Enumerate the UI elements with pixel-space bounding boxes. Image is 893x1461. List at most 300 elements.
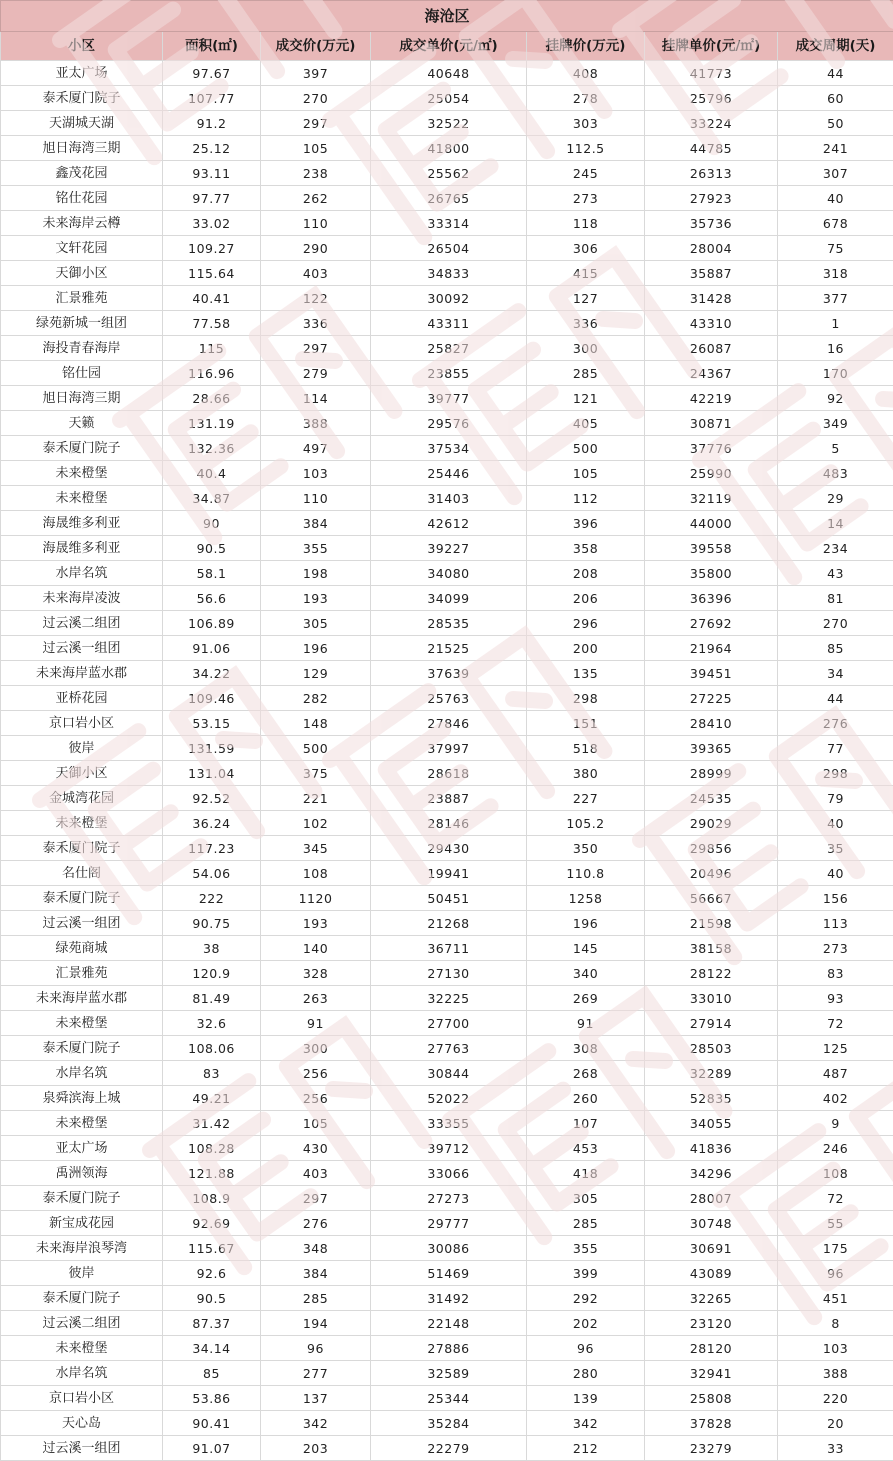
table-row [1, 361, 893, 386]
cell-deal-cycle: 16 [778, 336, 893, 361]
cell-list-unit-price: 30871 [645, 411, 778, 436]
cell-list-price: 418 [527, 1161, 645, 1186]
cell-list-price: 121 [527, 386, 645, 411]
cell-deal-price: 122 [261, 286, 371, 311]
cell-deal-price: 194 [261, 1311, 371, 1336]
cell-deal-price: 276 [261, 1211, 371, 1236]
cell-deal-cycle: 34 [778, 661, 893, 686]
cell-community: 文轩花园 [1, 236, 163, 261]
cell-deal-cycle: 1 [778, 311, 893, 336]
cell-deal-unit-price: 25562 [371, 161, 527, 186]
table-row [1, 211, 893, 236]
cell-deal-unit-price: 35284 [371, 1411, 527, 1436]
cell-deal-cycle: 125 [778, 1036, 893, 1061]
table-row [1, 836, 893, 861]
cell-list-price: 408 [527, 61, 645, 86]
table-row [1, 1411, 893, 1436]
cell-area: 36.24 [163, 811, 261, 836]
cell-area: 92.69 [163, 1211, 261, 1236]
cell-list-unit-price: 37776 [645, 436, 778, 461]
cell-list-unit-price: 39451 [645, 661, 778, 686]
cell-deal-unit-price: 32225 [371, 986, 527, 1011]
cell-list-price: 273 [527, 186, 645, 211]
cell-area: 25.12 [163, 136, 261, 161]
cell-area: 131.19 [163, 411, 261, 436]
cell-list-price: 355 [527, 1236, 645, 1261]
cell-list-unit-price: 28122 [645, 961, 778, 986]
cell-list-unit-price: 28004 [645, 236, 778, 261]
cell-deal-unit-price: 29576 [371, 411, 527, 436]
cell-deal-price: 256 [261, 1061, 371, 1086]
cell-deal-unit-price: 32522 [371, 111, 527, 136]
cell-deal-price: 91 [261, 1011, 371, 1036]
cell-deal-price: 297 [261, 111, 371, 136]
cell-area: 85 [163, 1361, 261, 1386]
cell-deal-unit-price: 25827 [371, 336, 527, 361]
cell-community: 新宝成花园 [1, 1211, 163, 1236]
cell-area: 115.67 [163, 1236, 261, 1261]
cell-community: 汇景雅苑 [1, 961, 163, 986]
table-row [1, 486, 893, 511]
cell-deal-price: 196 [261, 636, 371, 661]
table-row [1, 61, 893, 86]
cell-deal-unit-price: 51469 [371, 1261, 527, 1286]
cell-deal-price: 336 [261, 311, 371, 336]
cell-deal-unit-price: 23855 [371, 361, 527, 386]
table-row [1, 861, 893, 886]
cell-deal-unit-price: 39712 [371, 1136, 527, 1161]
cell-deal-cycle: 29 [778, 486, 893, 511]
cell-deal-unit-price: 26765 [371, 186, 527, 211]
table-row [1, 136, 893, 161]
cell-list-price: 245 [527, 161, 645, 186]
table-row [1, 86, 893, 111]
cell-community: 绿苑商城 [1, 936, 163, 961]
table-row [1, 786, 893, 811]
cell-community: 名仕阁 [1, 861, 163, 886]
cell-deal-cycle: 75 [778, 236, 893, 261]
cell-deal-cycle: 349 [778, 411, 893, 436]
cell-community: 水岸名筑 [1, 1361, 163, 1386]
cell-deal-unit-price: 27763 [371, 1036, 527, 1061]
cell-community: 过云溪二组团 [1, 1311, 163, 1336]
cell-deal-price: 221 [261, 786, 371, 811]
cell-list-price: 202 [527, 1311, 645, 1336]
cell-list-unit-price: 20496 [645, 861, 778, 886]
cell-community: 天御小区 [1, 261, 163, 286]
cell-area: 91.06 [163, 636, 261, 661]
cell-deal-unit-price: 31403 [371, 486, 527, 511]
cell-deal-price: 297 [261, 336, 371, 361]
cell-community: 未来海岸蓝水郡 [1, 661, 163, 686]
cell-deal-cycle: 9 [778, 1111, 893, 1136]
cell-deal-price: 148 [261, 711, 371, 736]
cell-deal-cycle: 307 [778, 161, 893, 186]
cell-deal-price: 300 [261, 1036, 371, 1061]
cell-area: 108.9 [163, 1186, 261, 1211]
cell-community: 旭日海湾三期 [1, 136, 163, 161]
cell-area: 117.23 [163, 836, 261, 861]
cell-deal-price: 238 [261, 161, 371, 186]
cell-deal-unit-price: 41800 [371, 136, 527, 161]
cell-list-unit-price: 33010 [645, 986, 778, 1011]
table-row [1, 761, 893, 786]
cell-area: 109.27 [163, 236, 261, 261]
cell-community: 天湖城天湖 [1, 111, 163, 136]
cell-deal-unit-price: 22279 [371, 1436, 527, 1461]
cell-list-price: 145 [527, 936, 645, 961]
cell-deal-cycle: 246 [778, 1136, 893, 1161]
table-row [1, 111, 893, 136]
cell-area: 116.96 [163, 361, 261, 386]
cell-list-price: 296 [527, 611, 645, 636]
cell-area: 97.77 [163, 186, 261, 211]
table-row [1, 886, 893, 911]
cell-deal-cycle: 273 [778, 936, 893, 961]
cell-area: 56.6 [163, 586, 261, 611]
cell-community: 泰禾厦门院子 [1, 1286, 163, 1311]
cell-list-price: 1258 [527, 886, 645, 911]
cell-deal-cycle: 81 [778, 586, 893, 611]
cell-community: 泰禾厦门院子 [1, 1036, 163, 1061]
cell-deal-cycle: 175 [778, 1236, 893, 1261]
cell-area: 121.88 [163, 1161, 261, 1186]
cell-list-unit-price: 28120 [645, 1336, 778, 1361]
cell-deal-cycle: 234 [778, 536, 893, 561]
cell-deal-unit-price: 25344 [371, 1386, 527, 1411]
cell-community: 未来橙堡 [1, 811, 163, 836]
cell-deal-price: 110 [261, 211, 371, 236]
cell-area: 115 [163, 336, 261, 361]
cell-list-price: 280 [527, 1361, 645, 1386]
table-row [1, 536, 893, 561]
cell-community: 金城湾花园 [1, 786, 163, 811]
cell-area: 31.42 [163, 1111, 261, 1136]
cell-deal-price: 137 [261, 1386, 371, 1411]
cell-list-unit-price: 21964 [645, 636, 778, 661]
cell-area: 34.87 [163, 486, 261, 511]
table-row [1, 1386, 893, 1411]
table-row [1, 261, 893, 286]
cell-area: 81.49 [163, 986, 261, 1011]
cell-deal-price: 285 [261, 1286, 371, 1311]
cell-deal-unit-price: 28535 [371, 611, 527, 636]
cell-deal-price: 105 [261, 136, 371, 161]
cell-community: 水岸名筑 [1, 1061, 163, 1086]
cell-list-unit-price: 43089 [645, 1261, 778, 1286]
cell-deal-price: 497 [261, 436, 371, 461]
cell-area: 90.41 [163, 1411, 261, 1436]
cell-list-price: 91 [527, 1011, 645, 1036]
cell-deal-price: 305 [261, 611, 371, 636]
cell-area: 93.11 [163, 161, 261, 186]
cell-deal-unit-price: 27700 [371, 1011, 527, 1036]
cell-list-price: 112.5 [527, 136, 645, 161]
cell-area: 132.36 [163, 436, 261, 461]
cell-community: 过云溪二组团 [1, 611, 163, 636]
cell-list-price: 399 [527, 1261, 645, 1286]
cell-deal-unit-price: 28146 [371, 811, 527, 836]
cell-list-price: 350 [527, 836, 645, 861]
cell-deal-cycle: 388 [778, 1361, 893, 1386]
cell-deal-price: 403 [261, 261, 371, 286]
cell-list-unit-price: 32941 [645, 1361, 778, 1386]
table-row [1, 586, 893, 611]
cell-list-unit-price: 25796 [645, 86, 778, 111]
cell-list-unit-price: 38158 [645, 936, 778, 961]
cell-deal-price: 114 [261, 386, 371, 411]
cell-deal-price: 290 [261, 236, 371, 261]
cell-community: 天御小区 [1, 761, 163, 786]
cell-area: 108.28 [163, 1136, 261, 1161]
cell-deal-price: 375 [261, 761, 371, 786]
cell-area: 49.21 [163, 1086, 261, 1111]
table-row [1, 611, 893, 636]
cell-area: 28.66 [163, 386, 261, 411]
cell-deal-cycle: 35 [778, 836, 893, 861]
cell-community: 鑫茂花园 [1, 161, 163, 186]
cell-deal-unit-price: 19941 [371, 861, 527, 886]
cell-community: 泰禾厦门院子 [1, 836, 163, 861]
cell-deal-unit-price: 30844 [371, 1061, 527, 1086]
table-row [1, 236, 893, 261]
cell-area: 40.4 [163, 461, 261, 486]
table-row [1, 736, 893, 761]
table-row [1, 1111, 893, 1136]
cell-deal-cycle: 60 [778, 86, 893, 111]
cell-list-unit-price: 41836 [645, 1136, 778, 1161]
cell-list-unit-price: 24367 [645, 361, 778, 386]
cell-community: 过云溪一组团 [1, 1436, 163, 1461]
cell-list-price: 336 [527, 311, 645, 336]
cell-list-price: 518 [527, 736, 645, 761]
cell-deal-unit-price: 27273 [371, 1186, 527, 1211]
cell-deal-unit-price: 25054 [371, 86, 527, 111]
table-row [1, 1011, 893, 1036]
cell-community: 泰禾厦门院子 [1, 86, 163, 111]
cell-deal-unit-price: 37639 [371, 661, 527, 686]
cell-deal-price: 355 [261, 536, 371, 561]
cell-list-unit-price: 28999 [645, 761, 778, 786]
cell-area: 92.6 [163, 1261, 261, 1286]
cell-deal-cycle: 220 [778, 1386, 893, 1411]
cell-deal-cycle: 50 [778, 111, 893, 136]
cell-community: 禹洲领海 [1, 1161, 163, 1186]
cell-list-unit-price: 23279 [645, 1436, 778, 1461]
cell-list-unit-price: 27923 [645, 186, 778, 211]
cell-list-price: 285 [527, 361, 645, 386]
cell-list-unit-price: 41773 [645, 61, 778, 86]
cell-deal-cycle: 678 [778, 211, 893, 236]
table-row [1, 1186, 893, 1211]
cell-list-price: 260 [527, 1086, 645, 1111]
cell-area: 90.5 [163, 536, 261, 561]
cell-area: 92.52 [163, 786, 261, 811]
cell-deal-price: 102 [261, 811, 371, 836]
cell-community: 铭仕花园 [1, 186, 163, 211]
cell-list-price: 500 [527, 436, 645, 461]
cell-deal-cycle: 40 [778, 186, 893, 211]
col-header-deal-price: 成交价(万元) [261, 32, 371, 61]
cell-list-unit-price: 36396 [645, 586, 778, 611]
cell-deal-price: 105 [261, 1111, 371, 1136]
cell-list-price: 453 [527, 1136, 645, 1161]
table-row [1, 1061, 893, 1086]
cell-community: 未来海岸凌波 [1, 586, 163, 611]
cell-area: 222 [163, 886, 261, 911]
cell-list-price: 285 [527, 1211, 645, 1236]
table-body [1, 61, 893, 1461]
cell-list-unit-price: 43310 [645, 311, 778, 336]
table-row [1, 1261, 893, 1286]
col-header-list-price: 挂牌价(万元) [527, 32, 645, 61]
cell-deal-price: 342 [261, 1411, 371, 1436]
cell-list-price: 227 [527, 786, 645, 811]
cell-deal-cycle: 83 [778, 961, 893, 986]
cell-deal-unit-price: 40648 [371, 61, 527, 86]
cell-list-price: 303 [527, 111, 645, 136]
cell-deal-price: 297 [261, 1186, 371, 1211]
cell-community: 汇景雅苑 [1, 286, 163, 311]
table-row [1, 161, 893, 186]
cell-list-price: 396 [527, 511, 645, 536]
cell-deal-price: 384 [261, 511, 371, 536]
table-row [1, 311, 893, 336]
cell-community: 海投青春海岸 [1, 336, 163, 361]
cell-area: 107.77 [163, 86, 261, 111]
cell-deal-price: 282 [261, 686, 371, 711]
cell-deal-cycle: 487 [778, 1061, 893, 1086]
cell-list-price: 208 [527, 561, 645, 586]
cell-deal-cycle: 44 [778, 61, 893, 86]
cell-list-price: 415 [527, 261, 645, 286]
table-row [1, 711, 893, 736]
cell-list-price: 105.2 [527, 811, 645, 836]
cell-list-unit-price: 39365 [645, 736, 778, 761]
cell-area: 33.02 [163, 211, 261, 236]
cell-list-price: 151 [527, 711, 645, 736]
cell-deal-price: 193 [261, 911, 371, 936]
table-row [1, 1336, 893, 1361]
cell-deal-cycle: 113 [778, 911, 893, 936]
cell-list-price: 268 [527, 1061, 645, 1086]
cell-deal-cycle: 276 [778, 711, 893, 736]
cell-deal-unit-price: 25763 [371, 686, 527, 711]
table-row [1, 1211, 893, 1236]
cell-deal-unit-price: 34099 [371, 586, 527, 611]
cell-list-unit-price: 25990 [645, 461, 778, 486]
cell-deal-cycle: 5 [778, 436, 893, 461]
cell-deal-price: 500 [261, 736, 371, 761]
cell-list-unit-price: 21598 [645, 911, 778, 936]
cell-deal-price: 345 [261, 836, 371, 861]
cell-community: 天籁 [1, 411, 163, 436]
cell-deal-unit-price: 27886 [371, 1336, 527, 1361]
cell-list-unit-price: 35887 [645, 261, 778, 286]
cell-community: 过云溪一组团 [1, 636, 163, 661]
cell-deal-price: 198 [261, 561, 371, 586]
cell-deal-price: 193 [261, 586, 371, 611]
cell-deal-price: 328 [261, 961, 371, 986]
cell-deal-unit-price: 39227 [371, 536, 527, 561]
cell-deal-price: 397 [261, 61, 371, 86]
cell-deal-cycle: 170 [778, 361, 893, 386]
table-row [1, 1286, 893, 1311]
cell-list-unit-price: 37828 [645, 1411, 778, 1436]
cell-deal-cycle: 451 [778, 1286, 893, 1311]
cell-community: 天心岛 [1, 1411, 163, 1436]
table-row [1, 936, 893, 961]
cell-deal-unit-price: 26504 [371, 236, 527, 261]
cell-area: 115.64 [163, 261, 261, 286]
table-row [1, 1311, 893, 1336]
cell-deal-unit-price: 33314 [371, 211, 527, 236]
col-header-deal-unit-price: 成交单价(元/㎡) [371, 32, 527, 61]
cell-list-price: 380 [527, 761, 645, 786]
cell-list-price: 278 [527, 86, 645, 111]
table-row [1, 1036, 893, 1061]
table-row [1, 686, 893, 711]
cell-deal-unit-price: 32589 [371, 1361, 527, 1386]
cell-deal-cycle: 298 [778, 761, 893, 786]
cell-area: 90.5 [163, 1286, 261, 1311]
cell-area: 91.2 [163, 111, 261, 136]
table-row [1, 1361, 893, 1386]
cell-deal-price: 256 [261, 1086, 371, 1111]
cell-list-unit-price: 24535 [645, 786, 778, 811]
cell-list-price: 212 [527, 1436, 645, 1461]
cell-deal-cycle: 72 [778, 1186, 893, 1211]
cell-list-price: 358 [527, 536, 645, 561]
cell-area: 34.22 [163, 661, 261, 686]
cell-list-unit-price: 28503 [645, 1036, 778, 1061]
cell-area: 32.6 [163, 1011, 261, 1036]
cell-deal-price: 103 [261, 461, 371, 486]
cell-list-unit-price: 28410 [645, 711, 778, 736]
cell-deal-unit-price: 52022 [371, 1086, 527, 1111]
cell-deal-unit-price: 27130 [371, 961, 527, 986]
cell-deal-unit-price: 28618 [371, 761, 527, 786]
cell-list-unit-price: 44785 [645, 136, 778, 161]
cell-deal-unit-price: 21525 [371, 636, 527, 661]
cell-community: 京口岩小区 [1, 1386, 163, 1411]
table-row [1, 636, 893, 661]
cell-list-unit-price: 39558 [645, 536, 778, 561]
cell-list-unit-price: 28007 [645, 1186, 778, 1211]
cell-list-unit-price: 31428 [645, 286, 778, 311]
table-row [1, 336, 893, 361]
cell-deal-price: 110 [261, 486, 371, 511]
table-row [1, 1161, 893, 1186]
table-row [1, 561, 893, 586]
cell-list-price: 306 [527, 236, 645, 261]
cell-list-unit-price: 30748 [645, 1211, 778, 1236]
cell-deal-price: 388 [261, 411, 371, 436]
table-row [1, 811, 893, 836]
cell-list-price: 200 [527, 636, 645, 661]
cell-deal-unit-price: 39777 [371, 386, 527, 411]
cell-community: 绿苑新城一组团 [1, 311, 163, 336]
table-row [1, 286, 893, 311]
cell-area: 77.58 [163, 311, 261, 336]
cell-deal-unit-price: 33355 [371, 1111, 527, 1136]
cell-list-price: 196 [527, 911, 645, 936]
cell-area: 120.9 [163, 961, 261, 986]
cell-area: 38 [163, 936, 261, 961]
cell-deal-price: 270 [261, 86, 371, 111]
cell-list-unit-price: 44000 [645, 511, 778, 536]
cell-deal-unit-price: 42612 [371, 511, 527, 536]
